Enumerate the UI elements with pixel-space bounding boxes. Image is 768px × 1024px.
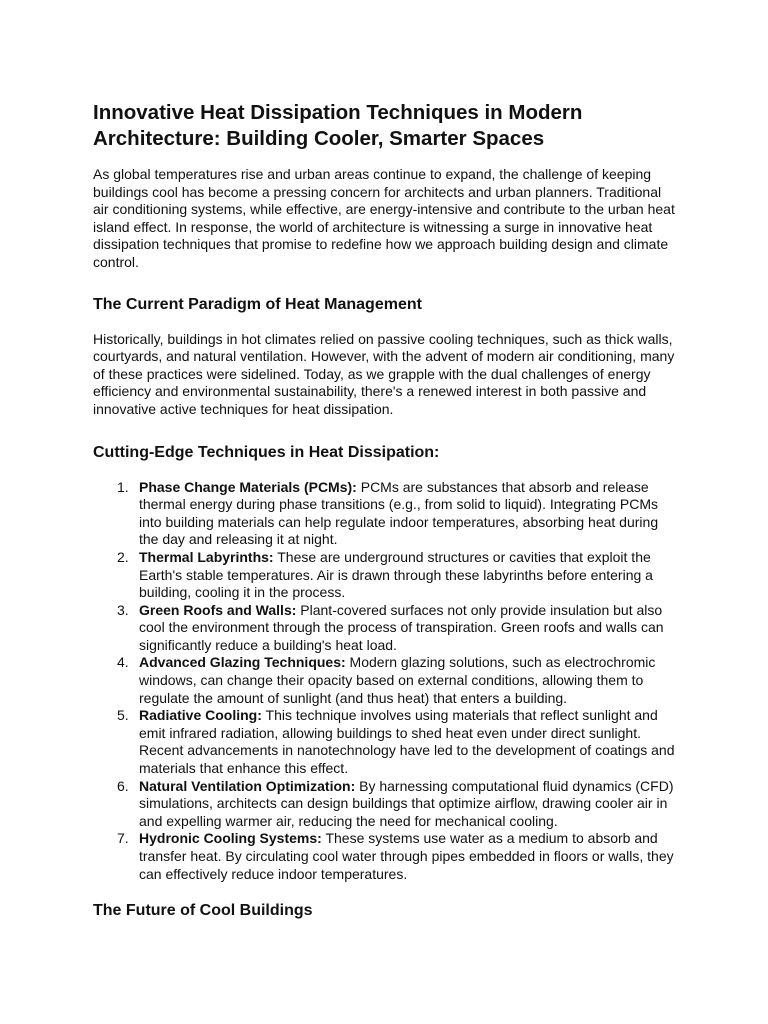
list-item-term: Green Roofs and Walls:: [139, 601, 297, 618]
list-item-text: These systems use water as a medium to absorb and transfer heat. By circulating cool water through pipes embedded in floors or walls, they can effectively reduce indoor temperatures.: [139, 830, 674, 882]
list-item-number: 6.: [117, 777, 129, 794]
list-item-text: Plant-covered surfaces not only provide insulation but also cool the environment through the process of transpiration. Green roofs and walls can significantly reduce a building's heat load.: [139, 601, 664, 653]
list-item-text: By harnessing computational fluid dynamics (CFD) simulations, architects can design buildings that optimize airflow, drawing cooler air in and expelling warmer air, reducing the need for mechanical cooling.: [139, 777, 674, 829]
list-item-text: These are underground structures or cavities that exploit the Earth's stable temperatures. Air is drawn through these labyrinths before entering a building, cooling it in the process.: [139, 548, 653, 601]
current-paradigm-paragraph: Historically, buildings in hot climates relied on passive cooling techniques, such as thick walls, courtyards, and natural ventilation. However, with the advent of modern air conditioning, many of these practices were sidelined. Today, as we grapple with the dual challenges of energy efficiency and environmental sustainability, there's a renewed interest in both passive and innovative active techniques for heat dissipation.: [93, 330, 675, 417]
list-item: [117, 548, 675, 602]
list-item-term: Hydronic Cooling Systems:: [139, 830, 322, 847]
list-item-text: Modern glazing solutions, such as electrochromic windows, can change their opacity based on external conditions, allowing them to regulate the amount of sunlight (and thus heat) that enters a building.: [139, 654, 656, 706]
list-item: [117, 601, 675, 655]
list-item: [117, 830, 675, 883]
list-item: [117, 654, 675, 707]
list-item-number: 4.: [117, 654, 129, 671]
list-item-number: 3.: [117, 601, 129, 618]
list-item: [117, 707, 675, 777]
section-heading-cutting-edge: Cutting-Edge Techniques in Heat Dissipation:: [93, 443, 440, 461]
list-item-number: 1.: [117, 478, 129, 495]
page-title: Innovative Heat Dissipation Techniques in Modern Architecture: Building Cooler, Smarter Spaces: [93, 101, 583, 150]
section-heading-current-paradigm: The Current Paradigm of Heat Management: [93, 295, 422, 313]
list-item-text: PCMs are substances that absorb and release thermal energy during phase transitions (e.g., from solid to liquid). Integrating PCMs into building materials can help regulate indoor temperatures, absorbing heat during the day and releasing it at night.: [139, 478, 659, 548]
intro-paragraph: As global temperatures rise and urban areas continue to expand, the challenge of keeping buildings cool has become a pressing concern for architects and urban planners. Traditional air conditioning systems, while effective, are energy-intensive and contribute to the urban heat island effect. In response, the world of architecture is witnessing a surge in innovative heat dissipation techniques that promise to redefine how we approach building design and climate control.: [93, 166, 675, 270]
list-item-number: 7.: [117, 830, 129, 847]
list-item: [117, 777, 675, 831]
section-heading-future: The Future of Cool Buildings: [93, 902, 313, 920]
list-item-term: Advanced Glazing Techniques:: [139, 654, 346, 671]
list-item-term: Radiative Cooling:: [139, 707, 262, 724]
list-item-number: 2.: [117, 548, 129, 565]
list-item-term: Natural Ventilation Optimization:: [139, 777, 356, 794]
list-item-term: Phase Change Materials (PCMs):: [139, 478, 357, 495]
techniques-list: [93, 479, 675, 884]
list-item-text: This technique involves using materials that reflect sunlight and emit infrared radiation, allowing buildings to shed heat even under direct sunlight. Recent advancements in nanotechnology have led to the development of coatings and materials that enhance this effect.: [139, 707, 675, 777]
list-item-number: 5.: [117, 707, 129, 724]
list-item-term: Thermal Labyrinths:: [139, 548, 274, 565]
list-item: [117, 478, 675, 549]
